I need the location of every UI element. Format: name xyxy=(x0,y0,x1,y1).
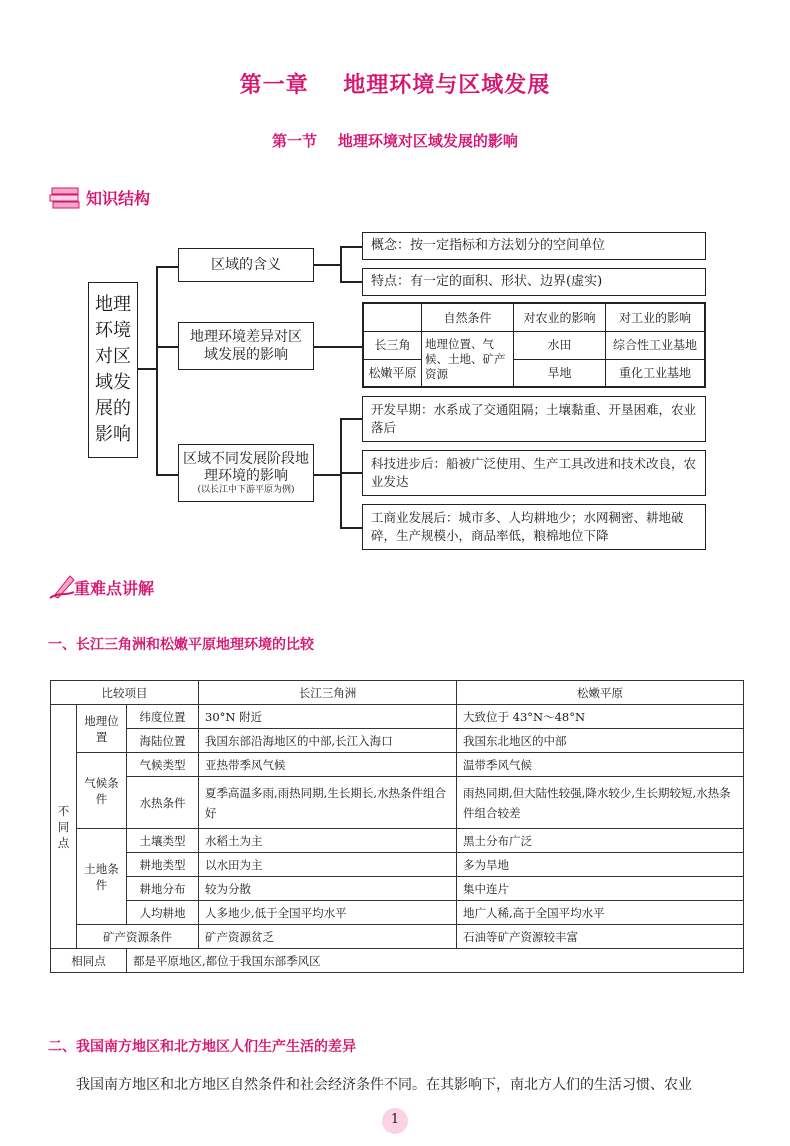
stage-industry-box xyxy=(362,504,706,550)
dt-header-industry: 对工业的影响 xyxy=(606,304,705,332)
same-text: 都是平原地区,都位于我国东部季风区 xyxy=(127,949,744,973)
yangtze-cell: 较为分散 xyxy=(199,877,457,901)
stage-early-box xyxy=(362,396,706,442)
dt-songnen-agri: 旱地 xyxy=(514,359,606,387)
subheading-1: 一、长江三角洲和松嫩平原地理环境的比较 xyxy=(48,637,314,653)
stage-tech-text: 科技进步后：船被广泛使用、生产工具改进和技术改良，农业发达 xyxy=(371,456,697,489)
dt-row-songnen: 松嫩平原 xyxy=(364,359,422,387)
concept-box xyxy=(362,232,706,260)
dt-header-agri: 对农业的影响 xyxy=(514,304,606,332)
structure-heading xyxy=(48,182,188,212)
key-heading xyxy=(48,570,218,600)
mindmap-root-text: 地理环境对区域发展的影响 xyxy=(95,294,131,445)
mindmap-root xyxy=(88,282,138,458)
dt-songnen-industry: 重化工业基地 xyxy=(606,359,705,387)
branch-stages-label: 区域不同发展阶段地理环境的影响 xyxy=(183,450,309,484)
songnen-cell: 我国东北地区的中部 xyxy=(457,729,744,753)
yangtze-cell: 亚热带季风气候 xyxy=(199,753,457,777)
subheading-2: 二、我国南方地区和北方地区人们生产生活的差异 xyxy=(48,1039,356,1055)
stage-early-text: 开发早期：水系成了交通阻隔；土壤黏重、开垦困难，农业落后 xyxy=(371,402,697,435)
chapter-title: 第一章 地理环境与区域发展 xyxy=(239,73,551,98)
row-label: 海陆位置 xyxy=(127,729,199,753)
yangtze-cell: 人多地少,低于全国平均水平 xyxy=(199,901,457,925)
songnen-cell: 黑土分布广泛 xyxy=(457,829,744,853)
songnen-cell: 温带季风气候 xyxy=(457,753,744,777)
paragraph: 我国南方地区和北方地区自然条件和社会经济条件不同。在其影响下，南北方人们的生活习惯、农业 xyxy=(76,1077,692,1093)
row-label: 耕地类型 xyxy=(127,853,199,877)
yangtze-cell: 矿产资源贫乏 xyxy=(199,925,457,949)
songnen-cell: 集中连片 xyxy=(457,877,744,901)
group-land: 土地条件 xyxy=(77,829,127,925)
th-yangtze: 长江三角洲 xyxy=(199,681,457,705)
feature-text: 特点：有一定的面积、形状、边界(虚实) xyxy=(371,274,603,289)
songnen-cell: 地广人稀,高于全国平均水平 xyxy=(457,901,744,925)
row-label: 纬度位置 xyxy=(127,705,199,729)
difference-table xyxy=(362,302,706,388)
concept-text: 概念：按一定指标和方法划分的空间单位 xyxy=(371,238,606,253)
branch-region-meaning-label: 区域的含义 xyxy=(211,257,281,273)
row-label: 耕地分布 xyxy=(127,877,199,901)
yangtze-cell: 夏季高温多雨,雨热同期,生长期长,水热条件组合好 xyxy=(199,777,457,829)
yangtze-cell: 水稻土为主 xyxy=(199,829,457,853)
th-item: 比较项目 xyxy=(51,681,199,705)
dt-yangtze-agri: 水田 xyxy=(514,332,606,360)
branch-difference xyxy=(178,322,314,370)
group-climate: 气候条件 xyxy=(77,753,127,829)
stage-tech-box xyxy=(362,450,706,496)
yangtze-cell: 我国东部沿海地区的中部,长江入海口 xyxy=(199,729,457,753)
same-label: 相同点 xyxy=(51,949,127,973)
key-heading-label: 重难点讲解 xyxy=(74,579,155,598)
th-songnen: 松嫩平原 xyxy=(457,681,744,705)
branch-region-meaning xyxy=(178,248,314,282)
stage-industry-text: 工商业发展后：城市多、人均耕地少；水网稠密、耕地破碎，生产规模小，商品率低，粮棉地位下降 xyxy=(371,510,684,543)
dt-natural-shared: 地理位置、气候、土地、矿产资源 xyxy=(422,332,514,387)
branch-stages-note: (以长江中下游平原为例) xyxy=(197,484,295,495)
diff-label: 不同点 xyxy=(51,705,77,949)
row-label: 水热条件 xyxy=(127,777,199,829)
dt-corner xyxy=(364,304,422,332)
row-label: 矿产资源条件 xyxy=(77,925,199,949)
group-location: 地理位置 xyxy=(77,705,127,753)
row-label: 气候类型 xyxy=(127,753,199,777)
dt-yangtze-industry: 综合性工业基地 xyxy=(606,332,705,360)
dt-header-natural: 自然条件 xyxy=(422,304,514,332)
songnen-cell: 雨热同期,但大陆性较强,降水较少,生长期较短,水热条件组合较差 xyxy=(457,777,744,829)
yangtze-cell: 以水田为主 xyxy=(199,853,457,877)
feature-box xyxy=(362,268,706,296)
structure-heading-label: 知识结构 xyxy=(86,189,151,208)
songnen-cell: 大致位于 43°N～48°N xyxy=(457,705,744,729)
branch-stages xyxy=(178,444,314,502)
comparison-table xyxy=(50,680,744,973)
row-label: 土壤类型 xyxy=(127,829,199,853)
page-number: 1 xyxy=(390,1112,400,1127)
songnen-cell: 石油等矿产资源较丰富 xyxy=(457,925,744,949)
row-label: 人均耕地 xyxy=(127,901,199,925)
books-icon xyxy=(48,182,88,212)
section-title: 第一节 地理环境对区域发展的影响 xyxy=(272,132,518,150)
dt-row-yangtze: 长三角 xyxy=(364,332,422,360)
yangtze-cell: 30°N 附近 xyxy=(199,705,457,729)
branch-difference-label: 地理环境差异对区域发展的影响 xyxy=(190,329,302,363)
songnen-cell: 多为旱地 xyxy=(457,853,744,877)
